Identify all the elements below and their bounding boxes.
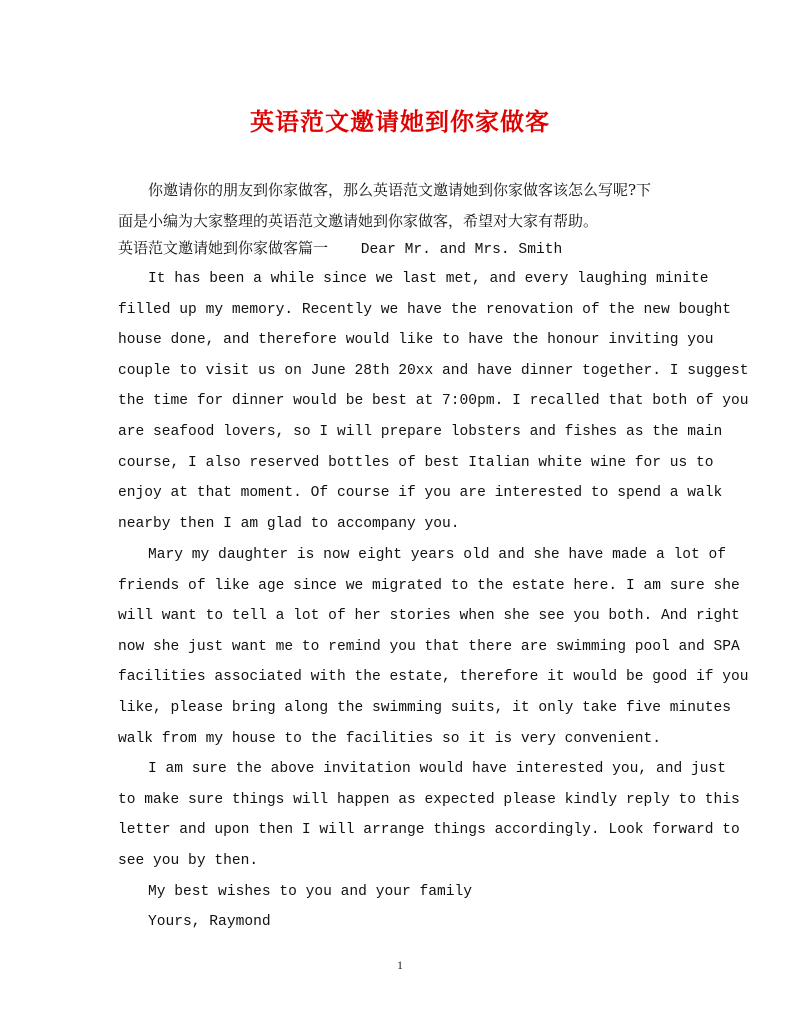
paragraph-line: facilities associated with the estate, therefore it would be good if you	[118, 669, 749, 686]
paragraph-line: Mary my daughter is now eight years old and she have made a lot of	[148, 547, 727, 563]
body-paragraph-3	[118, 754, 740, 876]
paragraph-line: are seafood lovers, so I will prepare lobsters and fishes as the main	[118, 423, 723, 440]
salutation: Dear Mr. and Mrs. Smith	[360, 242, 563, 258]
paragraph-line: walk from my house to the facilities so it is very convenient.	[118, 730, 661, 747]
paragraph-line: house done, and therefore would like to have the honour inviting you	[118, 332, 714, 349]
body-paragraph-2	[118, 540, 749, 754]
paragraph-line: couple to visit us on June 28th 20xx and have dinner together. I suggest	[118, 362, 749, 379]
paragraph-line: see you by then.	[118, 852, 259, 869]
paragraph-line: will want to tell a lot of her stories when she see you both. And right	[118, 608, 740, 625]
paragraph-line: to make sure things will happen as expected please kindly reply to this	[118, 791, 740, 808]
document-title: 英语范文邀请她到你家做客	[250, 107, 550, 136]
body-paragraph-1	[118, 264, 749, 539]
paragraph-line: enjoy at that moment. Of course if you are interested to spend a walk	[118, 485, 723, 502]
paragraph-line: letter and upon then I will arrange things accordingly. Look forward to	[118, 822, 740, 839]
intro-line: 面是小编为大家整理的英语范文邀请她到你家做客，希望对大家有帮助。	[118, 212, 599, 230]
paragraph-line: It has been a while since we last met, and every laughing minite	[148, 271, 709, 287]
closing-line: My best wishes to you and your family	[148, 884, 473, 900]
signature-line: Yours, Raymond	[148, 914, 271, 930]
section-heading: 英语范文邀请她到你家做客篇一	[118, 239, 329, 257]
paragraph-line: I am sure the above invitation would have interested you, and just	[148, 761, 727, 777]
section-heading-row	[118, 233, 688, 266]
paragraph-line: friends of like age since we migrated to the estate here. I am sure she	[118, 577, 740, 594]
paragraph-line: the time for dinner would be best at 7:00pm. I recalled that both of you	[118, 393, 749, 410]
paragraph-line: like, please bring along the swimming suits, it only take five minutes	[118, 699, 732, 716]
intro-line: 你邀请你的朋友到你家做客，那么英语范文邀请她到你家做客该怎么写呢?下	[148, 181, 652, 199]
intro-paragraph	[118, 175, 688, 237]
paragraph-line: filled up my memory. Recently we have the renovation of the new bought	[118, 301, 732, 318]
paragraph-line: now she just want me to remind you that there are swimming pool and SPA	[118, 638, 740, 655]
page-number: 1	[397, 958, 403, 972]
paragraph-line: nearby then I am glad to accompany you.	[118, 515, 460, 532]
paragraph-line: course, I also reserved bottles of best Italian white wine for us to	[118, 454, 714, 471]
